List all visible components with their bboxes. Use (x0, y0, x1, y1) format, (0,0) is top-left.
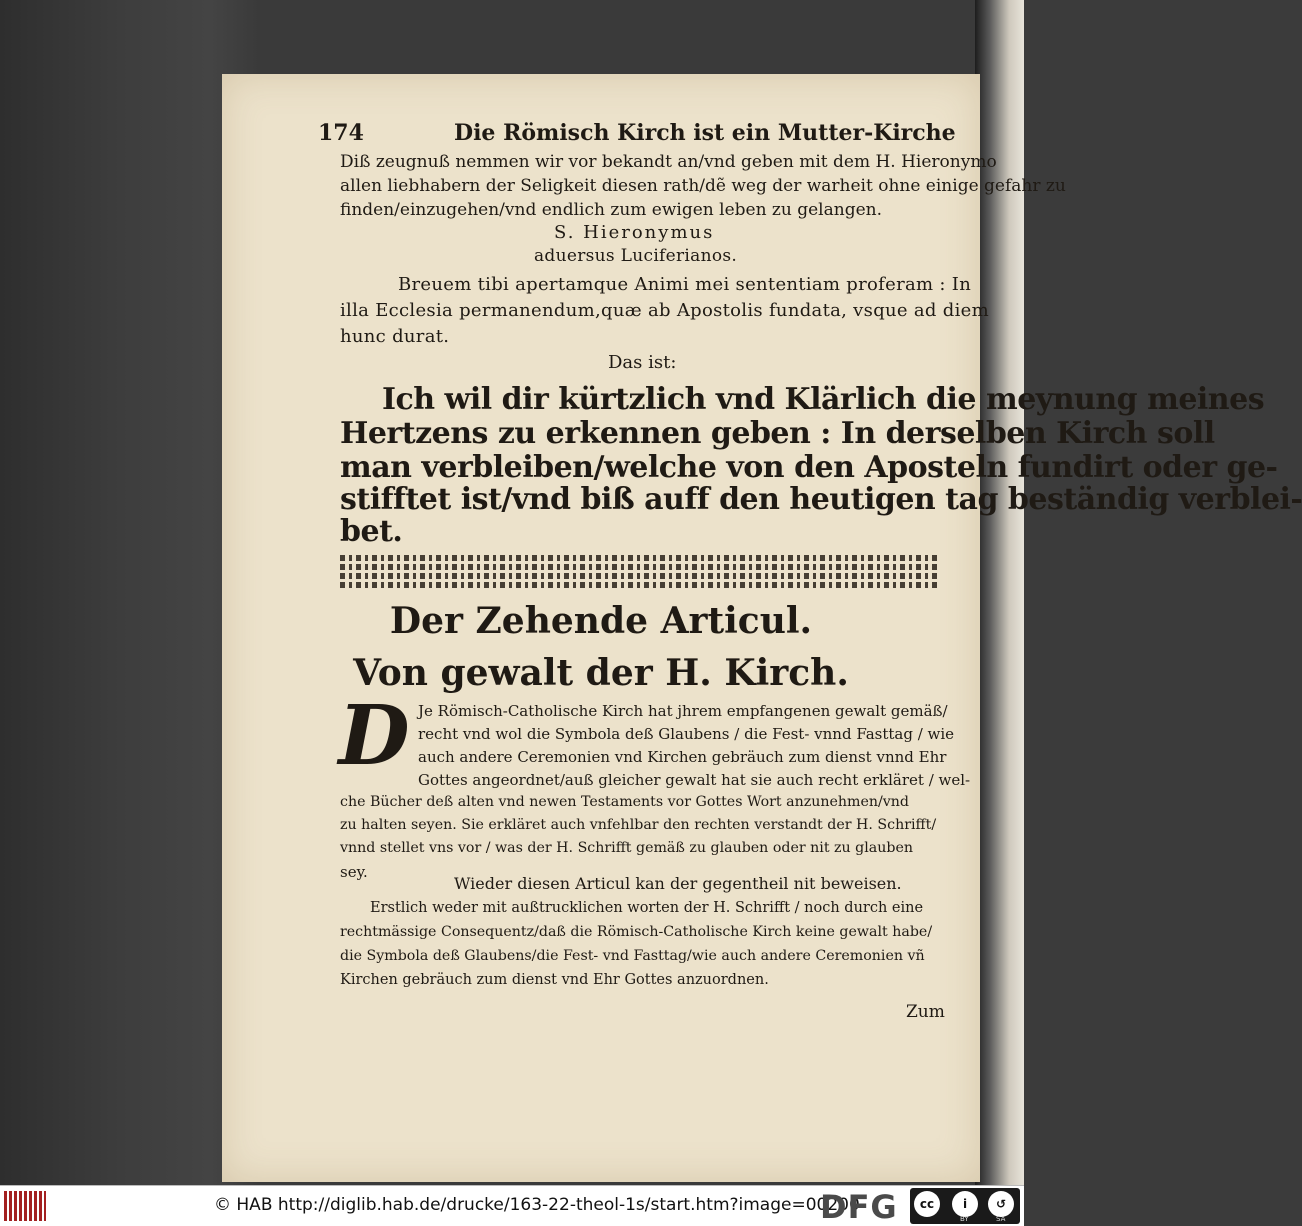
article-subtitle: Von gewalt der H. Kirch. (353, 652, 849, 694)
ornament-divider (340, 552, 940, 588)
article-title: Der Zehende Articul. (389, 600, 813, 642)
translation-line: stifftet ist/vnd biß auff den heutigen tag beständig verblei- (340, 482, 1302, 517)
counter-line: rechtmässige Consequentz/daß die Römisch-Catholische Kirch keine gewalt habe/ (340, 924, 933, 940)
book-page (222, 74, 1302, 1182)
quote-author: S. Hieronymus (554, 222, 715, 243)
article-line: recht vnd wol die Symbola deß Glaubens / die Fest- vnnd Fasttag / wie (418, 725, 955, 743)
translation-line: man verbleiben/welche von den Aposteln fundirt oder ge- (340, 450, 1278, 485)
article-line: zu halten seyen. Sie erkläret auch vnfehlbar den rechten verstandt der H. Schrifft/ (340, 817, 937, 833)
latin-line: hunc durat. (340, 326, 450, 347)
article-line: sey. (340, 863, 368, 881)
translation-line: Hertzens zu erkennen geben : In derselben Kirch soll (340, 416, 1215, 451)
translation-label: Das ist: (608, 352, 677, 373)
translation-line: Ich wil dir kürtzlich vnd Klärlich die meynung meines (382, 382, 1265, 417)
article-line: Je Römisch-Catholische Kirch hat jhrem empfangenen gewalt gemäß/ (418, 702, 948, 720)
counter-line: die Symbola deß Glaubens/die Fest- vnd Fasttag/wie auch andere Ceremonien vñ (340, 948, 925, 964)
footer-bar (0, 1185, 1024, 1226)
quote-work: aduersus Luciferianos. (534, 246, 738, 266)
hab-logo-icon (4, 1191, 46, 1221)
copyright-link[interactable]: © HAB http://diglib.hab.de/drucke/163-22-theol-1s/start.htm?image=00200 (214, 1195, 860, 1215)
cc-icon: cc (914, 1191, 940, 1217)
sa-icon: ↺ (988, 1191, 1014, 1217)
catchword: Zum (906, 1002, 945, 1022)
intro-line: finden/einzugehen/vnd endlich zum ewigen leben zu gelangen. (340, 200, 882, 220)
latin-line: Breuem tibi apertamque Animi mei sententiam proferam : In (398, 274, 972, 295)
sa-label: SA (996, 1215, 1006, 1223)
counter-line: Erstlich weder mit außtrucklichen worten der H. Schrifft / noch durch eine (370, 900, 924, 916)
intro-line: allen liebhabern der Seligkeit diesen rath/dẽ weg der warheit ohne einige gefahr zu (340, 176, 1066, 196)
counter-heading: Wieder diesen Articul kan der gegentheil nit beweisen. (454, 874, 902, 893)
by-label: BY (960, 1215, 969, 1223)
dfg-logo: DFG (820, 1188, 898, 1226)
translation-line: bet. (340, 514, 403, 549)
cc-license-badge[interactable] (910, 1188, 1020, 1224)
article-line: vnnd stellet vns vor / was der H. Schrifft gemäß zu glauben oder nit zu glauben (340, 840, 913, 856)
article-line: che Bücher deß alten vnd newen Testaments vor Gottes Wort anzunehmen/vnd (340, 794, 910, 810)
by-icon: i (952, 1191, 978, 1217)
counter-line: Kirchen gebräuch zum dienst vnd Ehr Gottes anzuordnen. (340, 972, 769, 988)
dropcap-letter: D (338, 688, 410, 784)
article-line: auch andere Ceremonien vnd Kirchen gebräuch zum dienst vnnd Ehr (418, 748, 947, 766)
article-line: Gottes angeordnet/auß gleicher gewalt hat sie auch recht erkläret / wel- (418, 771, 971, 789)
latin-line: illa Ecclesia permanendum,quæ ab Apostolis fundata, vsque ad diem (340, 300, 989, 321)
page-number: 174 (318, 120, 364, 146)
intro-line: Diß zeugnuß nemmen wir vor bekandt an/vnd geben mit dem H. Hieronymo (340, 152, 997, 172)
running-title: Die Römisch Kirch ist ein Mutter-Kirche (454, 120, 956, 146)
